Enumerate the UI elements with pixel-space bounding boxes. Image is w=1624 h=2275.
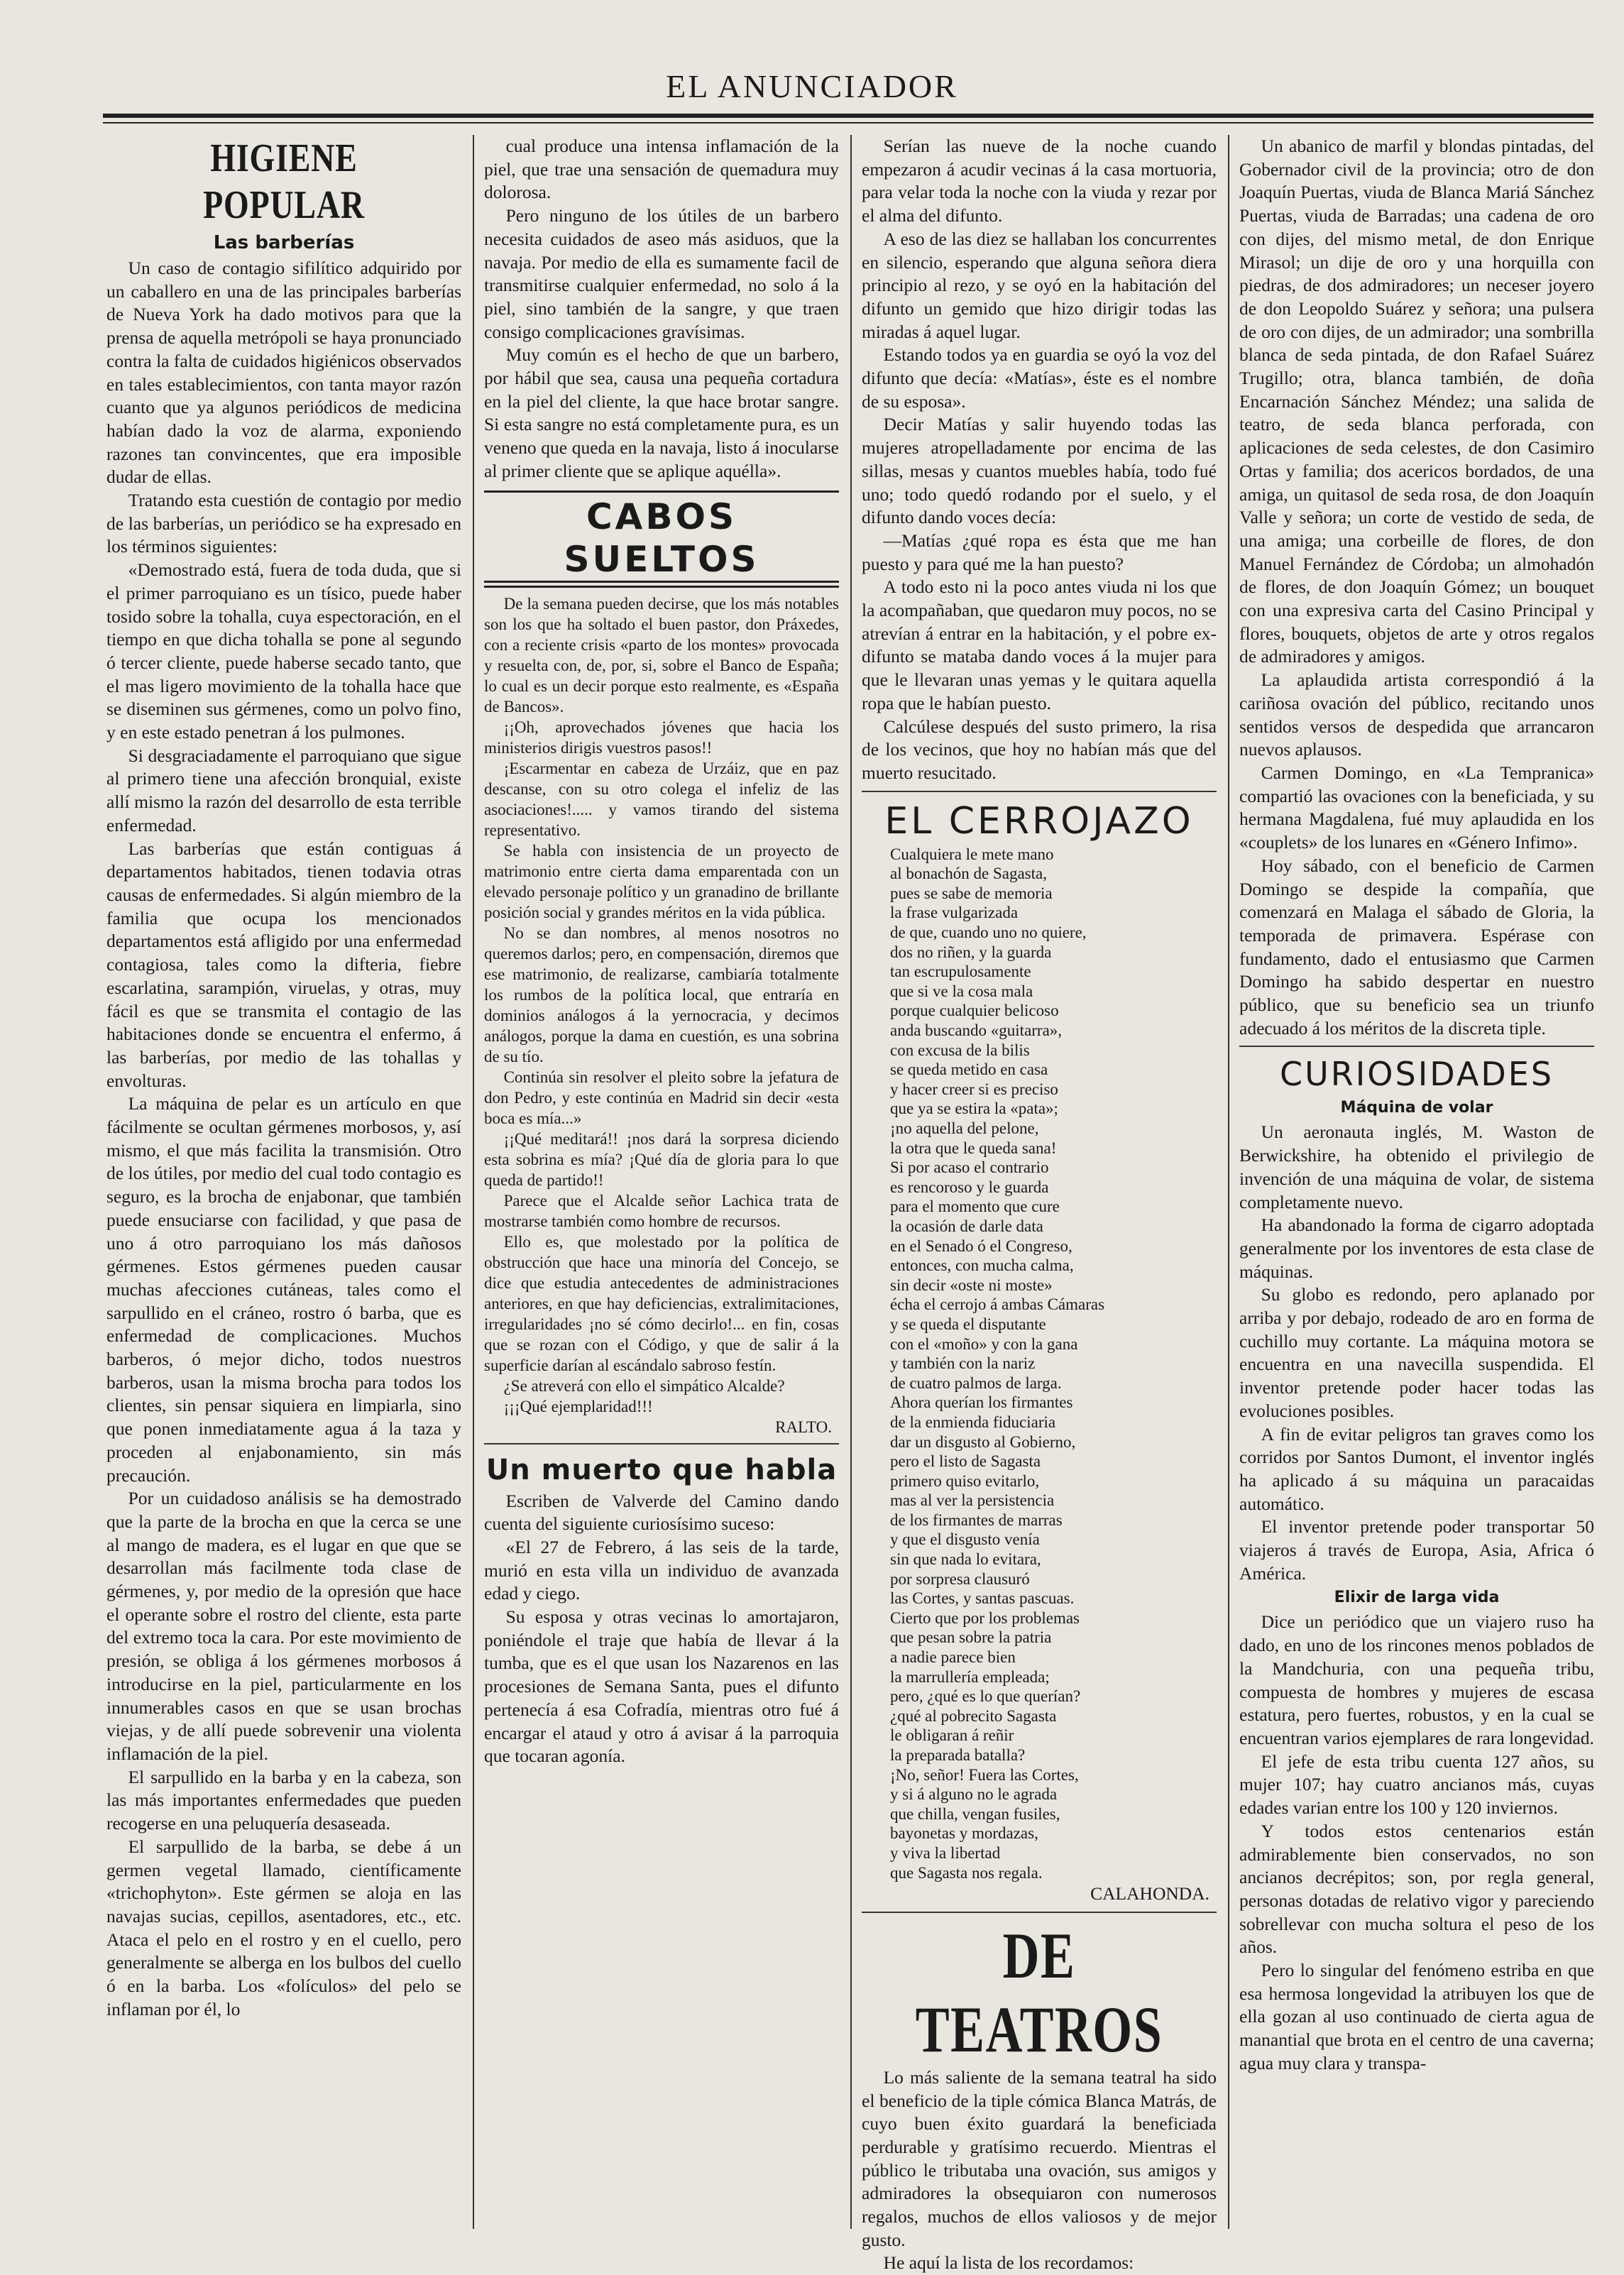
paragraph: cual produce una intensa inflamación de la piel, que trae una sensación de quemadura muy dolorosa.: [484, 136, 839, 203]
paragraph: Un abanico de marfil y blondas pintadas, del Gobernador civil de la provincia; otro de don Joaquín Puertas, viuda de Blanca Mariá Sánchez Puertas, viuda de Barradas; una cadena de oro con dijes, del mismo metal, de don Enrique Mirasol; un dije de oro y una horquilla con piedras, de dos admiradores; un neceser joyero de don Leopoldo Suárez y señora; una pulsera de oro con dijes, de un admirador; una sombrilla blanca de seda pintada, de don Rafael Suárez Trugillo; otra, blanca también, de doña Encarnación Sánchez Méndez; una salida de teatro, de seda blanca perforada, con aplicaciones de seda celestes, de don Casimiro Ortas y familia; dos acericos bordados, de una amiga, un quitasol de seda rosa, de don Joaquín Valle y señora; un corte de vestido de seda, de una amiga; una corbeille de flores, de don Manuel Fernández de Córdoba; un almohadón de flores, de don Joaquín Gómez; un bouquet con una expresiva carta del Casino Principal y flores, bouquets, objetos de arte y otros regalos de admiradores y amigos.: [1239, 136, 1594, 667]
section-title-teatros: DE TEATROS: [915, 1919, 1163, 2066]
paragraph: Serían las nueve de la noche cuando empezaron á acudir vecinas á la casa mortuoria, para velar toda la noche con la viuda y rezar por el alma del difunto.: [862, 136, 1217, 226]
paragraph: A fin de evitar peligros tan graves como los corridos por Santos Dumont, el inventor inglés ha aplicado á su máquina un paracaidas automático.: [1239, 1423, 1594, 1514]
paragraph: «Demostrado está, fuera de toda duda, que si el primer parroquiano es un tísico, puede haber tosido sobre la tohalla, cuya espectoración, en el tiempo en que dicha tohalla se pone al segundo ó tercer cliente, puede haberse secado tanto, que el mas ligero movimiento de la tohalla hace que se diseminen sus gérmenes, como un polvo fino, y en este estado penetran á los pulmones.: [106, 559, 461, 743]
masthead-rule: [103, 114, 1593, 118]
paragraph: Lo más saliente de la semana teatral ha sido el beneficio de la tiple cómica Blanca Matrás, de cuyo buen éxito guardará la beneficiada perdurable y gratísimo recuerdo. Mientras el público le tributaba una ovación, sus amigos y admiradores la obsequiaron con numerosos regalos, muchos de ellos valiosos y de mejor gusto.: [862, 2066, 1217, 2250]
paragraph: A eso de las diez se hallaban los concurrentes en silencio, esperando que alguna señora diera principio al rezo, y se oyó en la habitación del difunto un gemido que hizo dirigir todas las miradas á aquel lugar.: [862, 228, 1217, 342]
paragraph: ¡¡Oh, aprovechados jóvenes que hacia los ministerios dirigis vuestros pasos!!: [484, 718, 839, 757]
masthead: EL ANUNCIADOR: [666, 68, 958, 104]
paragraph: Pero ninguno de los útiles de un barbero necesita cuidados de aseo más asiduos, que la navaja. Por medio de ella es sumamente facil de transmitirse cualquier enfermedad, no solo á la piel, sino también de la sangre, y que traen consigo complicaciones gravísimas.: [484, 205, 839, 342]
paragraph: Parece que el Alcalde señor Lachica trata de mostrarse también como hombre de recursos.: [484, 1191, 839, 1230]
column-4: [1239, 135, 1594, 2229]
paragraph: Se habla con insistencia de un proyecto de matrimonio entre cierta dama emparentada con un elevado personaje político y un granadino de brillante posición social y grandes méritos en la vida pública.: [484, 841, 839, 921]
signature-calahonda: CALAHONDA.: [1090, 1883, 1209, 1904]
column-separator: [473, 135, 474, 2229]
paragraph: Hoy sábado, con el beneficio de Carmen Domingo se despide la compañía, que comenzará en Malaga el sábado de Gloria, la temporada de primavera. Espérase con fundamento, dado el entusiasmo que Carmen Domingo ha sabido despertar en nuestro público, que su beneficio sea un triunfo adecuado á los méritos de la discreta tiple.: [1239, 855, 1594, 1038]
paragraph: ¡¡Qué meditará!! ¡nos dará la sorpresa diciendo esta sobrina es mía? ¡Qué día de gloria para lo que queda de partido!!: [484, 1129, 839, 1189]
section-divider: [862, 791, 1217, 792]
masthead-rule-thin: [103, 122, 1593, 124]
paragraph: Y todos estos centenarios están admirablemente bien conservados, no son ancianos decrépitos; son, por regla general, personas dotadas de relativo vigor y pareciendo sobrellevar con mucha soltura el peso de los años.: [1239, 1820, 1594, 1958]
paragraph: No se dan nombres, al menos nosotros no queremos darlos; pero, en compensación, diremos que ese matrimonio, de realizarse, cambiaría totalmente los rumbos de la política local, que entraría en dominios análogos á la yernocracia, y decimos análogos, porque la dama en cuestión, es una sobrina de su tío.: [484, 923, 839, 1065]
article-title-higiene: HIGIENE POPULAR: [203, 136, 365, 227]
newspaper-page: [106, 135, 1601, 2274]
paragraph: El inventor pretende poder transportar 50 viajeros á través de Europa, Asia, Africa ó América.: [1239, 1516, 1594, 1584]
paragraph: —Matías ¿qué ropa es ésta que me han puesto y para qué me la han puesto?: [862, 530, 1217, 574]
paragraph: A todo esto ni la poco antes viuda ni los que la acompañaban, que quedaron muy pocos, no se atrevían á entrar en la habitación, y el pobre ex-difunto se mataba dando voces á la mujer para que le llevaran unas yemas y le quitara aquella ropa que le habían puesto.: [862, 576, 1217, 713]
section-divider: [1239, 1046, 1594, 1047]
paragraph: El jefe de esta tribu cuenta 127 años, su mujer 107; hay cuatro ancianos más, cuyas edades varian entre los 100 y 120 inviernos.: [1239, 1750, 1594, 1819]
paragraph: Tratando esta cuestión de contagio por medio de las barberías, un periódico se ha expresado en los términos siguientes:: [106, 490, 461, 557]
paragraph: «El 27 de Febrero, á las seis de la tarde, murió en esta villa un individuo de avanzada edad y ciego.: [484, 1536, 839, 1604]
section-divider: [862, 1912, 1217, 1913]
paragraph: Por un cuidadoso análisis se ha demostrado que la parte de la brocha en que la cerca se une al mango de madera, es el lugar en que que se desarrollan más facilmente toda clase de gérmenes, y, por medio de la opresión que hace el operante sobre el rostro del cliente, esta parte del extremo toca la cara. Por este movimiento de presión, se obliga á los gérmenes morbosos á introducirse en la piel, particularmente en los innumerables casos en que se usan brochas viejas, y de allí puede sobrevenir una violenta inflamación de la piel.: [106, 1488, 461, 1764]
subheading-maquina-volar: Máquina de volar: [1340, 1099, 1493, 1117]
paragraph: Si desgraciadamente el parroquiano que sigue al primero tiene una afección bronquial, existe allí mismo la razón del desarrollo de esta terrible enfermedad.: [106, 745, 461, 835]
paragraph: Ello es, que molestado por la política de obstrucción que hace una minoría del Concejo, se dice que estudia antecedentes de administraciones anteriores, en que hay deficiencias, extralimitaciones, irregularidades ¡no sé cómo decirlo!... en fin, cosas que se rozan con el Código, y que de salir á la superficie darían al escándalo sabroso festín.: [484, 1232, 839, 1374]
column-separator: [1228, 135, 1229, 2229]
paragraph: He aquí la lista de los recordamos:: [883, 2252, 1134, 2274]
paragraph: Carmen Domingo, en «La Tempranica» compartió las ovaciones con la beneficiada, y su hermana Magdalena, fué muy aplaudida en los «couplets» de los lunares en «Género Infimo».: [1239, 762, 1594, 853]
paragraph: ¡¡¡Qué ejemplaridad!!!: [503, 1397, 653, 1415]
paragraph: Estando todos ya en guardia se oyó la voz del difunto que decía: «Matías», éste es el nombre de su esposa».: [862, 344, 1217, 412]
paragraph: ¿Se atreverá con ello el simpático Alcalde?: [503, 1376, 785, 1395]
paragraph: La aplaudida artista correspondió á la cariñosa ovación del público, recitando unos sentidos versos de despedida que arrancaron nuevos aplausos.: [1239, 669, 1594, 760]
article-subtitle-barberias: Las barberías: [213, 232, 355, 253]
paragraph: Su globo es redondo, pero aplanado por arriba y por debajo, rodeado de aro en forma de cuchillo muy cortante. La máquina motora se encuentra en una navecilla suspendida. El inventor pretende poder hacer todas las evoluciones posibles.: [1239, 1284, 1594, 1421]
column-1: [106, 135, 461, 2229]
section-title-cabos-sueltos: CABOS SUELTOS: [484, 495, 839, 583]
subheading-elixir: Elixir de larga vida: [1334, 1589, 1500, 1607]
article-title-muerto: Un muerto que habla: [485, 1453, 838, 1486]
paragraph: Un caso de contagio sifilítico adquirido por un caballero en una de las principales barberías de Nueva York ha dado motivos para que la prensa de aquella metrópoli se haya pronunciado contra la falta de cuidados higiénicos observados en tales establecimientos, con tanta mayor razón cuanto que ya algunos periódicos de medicina habían dado la voz de alarma, exponiendo razones tan convincentes, que era imposible dudar de ellas.: [106, 258, 461, 488]
paragraph: Su esposa y otras vecinas lo amortajaron, poniéndole el traje que había de llevar á la tumba, que es el que usan los Nazarenos en las procesiones de Semana Santa, pues el difunto pertenecía á esa Cofradía, mientras otro fué á encargar el ataud y otro á avisar á la parroquia que tocaran agonía.: [484, 1606, 839, 1767]
paragraph: La máquina de pelar es un artículo en que fácilmente se ocultan gérmenes morbosos, y, así mismo, el que más facilita la transmisión. Otro de los útiles, por medio del cual todo contagio es seguro, es la brocha de enjabonar, que también puede ensuciarse con facilidad, y que pasa de uno á otro parroquiano los más dañosos gérmenes. Estos gérmenes pueden causar muchas afecciones cutáneas, tales como el sarpullido en el cráneo, rostro ó barba, que es enfermedad de complicaciones. Muchos barberos, ó mejor dicho, todos nuestros barberos, usan la misma brocha para todos los clientes, sin pensar siquiera en limpiarla, sino que ponen inmediatamente agua á la taza y proceden al enjabonamiento, sin más precaución.: [106, 1093, 461, 1486]
signature-ralto: RALTO.: [775, 1418, 832, 1436]
poem-title-cerrojazo: EL CERROJAZO: [884, 799, 1194, 843]
paragraph: El sarpullido en la barba y en la cabeza, son las más importantes enfermedades que pueden recogerse en una peluquería desaseada.: [106, 1766, 461, 1834]
section-title-curiosidades: CURIOSIDADES: [1279, 1055, 1554, 1094]
poem-text: Cualquiera le mete mano al bonachón de Sagasta, pues se sabe de memoria la frase vulgarizada de que, cuando uno no quiere, dos no riñen, y la guarda tan escrupulosamente que si ve la cosa mala porque cualquier belicoso anda buscando «guitarra», con excusa de la bilis se queda metido en casa y hacer creer si es preciso que ya se estira la «pata»; ¡no aquella del pelone, la otra que le queda sana! Si por acaso el contrario es rencoroso y le guarda para el momento que cure la ocasión de darle data en el Senado ó el Congreso, entonces, con mucha calma, sin decir «oste ni moste» écha el cerrojo á ambas Cámaras y se queda el disputante con el «moño» y con la gana y también con la nariz de cuatro palmos de larga. Ahora querían los firmantes de la enmienda fiduciaria dar un disgusto al Gobierno, pero el listo de Sagasta primero quiso evitarlo, mas al ver la persistencia de los firmantes de marras y que el disgusto venía sin que nada lo evitara, por sorpresa clausuró las Cortes, y santas pascuas. Cierto que por los problemas que pesan sobre la patria a nadie parece bien la marrullería empleada; pero, ¿qué es lo que querían? ¿qué al pobrecito Sagasta le obligaran á reñir la preparada batalla? ¡No, señor! Fuera las Cortes, y si á alguno no le agrada que chilla, vengan fusiles, bayonetas y mordazas, y viva la libertad que Sagasta nos regala.: [890, 845, 1105, 1882]
paragraph: Dice un periódico que un viajero ruso ha dado, en uno de los rincones menos poblados de la Mandchuria, con una pequeña tribu, compuesta de hombres y mujeres de escasa estatura, pero fuertes, robustos, y en la cual se encuentran varios ejemplares de rara longevidad.: [1239, 1611, 1594, 1748]
paragraph: Decir Matías y salir huyendo todas las mujeres atropelladamente por encima de las sillas, mesas y cuantos muebles había, todo fué uno; todo quedó rodando por el suelo, y el difunto dando voces decía:: [862, 414, 1217, 528]
paragraph: Un aeronauta inglés, M. Waston de Berwickshire, ha obtenido el privilegio de invención de una máquina de volar, de sistema completamente nuevo.: [1239, 1122, 1594, 1212]
paragraph: Las barberías que están contiguas á departamentos habitados, tienen todavia otras causas de enfermedades. Si algún miembro de la familia que ocupa los mencionados departamentos está afligido por una enfermedad contagiosa, tales como la difteria, fiebre escarlatina, sarampión, viruelas, y otras, muy fácil es que se transmita el contagio de las habitaciones donde se encuentra el enfermo, á las barberías, por medio de las tohallas y envolturas.: [106, 838, 461, 1091]
paragraph: Muy común es el hecho de que un barbero, por hábil que sea, causa una pequeña cortadura en la piel del cliente, la que hace brotar sangre. Si esta sangre no está completamente pura, es un veneno que queda en la navaja, listo á inocularse al primer cliente que se aplique aquélla».: [484, 344, 839, 481]
paragraph: ¡Escarmentar en cabeza de Urzáiz, que en paz descanse, con su otro colega el infeliz de las asociaciones!..... y vamos tirando del sistema representativo.: [484, 759, 839, 839]
column-separator: [850, 135, 852, 2229]
section-divider: [484, 1443, 839, 1445]
paragraph: Escriben de Valverde del Camino dando cuenta del siguiente curiosísimo suceso:: [484, 1490, 839, 1535]
paragraph: Calcúlese después del susto primero, la risa de los vecinos, que hoy no habían más que del muerto resucitado.: [862, 716, 1217, 783]
column-2: [484, 135, 839, 2229]
paragraph: Ha abandonado la forma de cigarro adoptada generalmente por los inventores de esta clase de máquinas.: [1239, 1215, 1594, 1282]
column-3: [862, 135, 1217, 2274]
paragraph: Continúa sin resolver el pleito sobre la jefatura de don Pedro, y este continúa en Madrid sin decir «esta boca es mía...»: [484, 1068, 839, 1127]
paragraph: El sarpullido de la barba, se debe á un germen vegetal llamado, científicamente «trichophyton». Este gérmen se aloja en las navajas sucias, cepillos, asentadores, etc., etc. Ataca el pelo en el rostro y en el cuello, pero generalmente se alberga en los bulbos del cuello ó en la barba. Los «folículos» del pelo se inflaman por él, lo: [106, 1836, 461, 2019]
paragraph: Pero lo singular del fenómeno estriba en que esa hermosa longevidad la atribuyen los que de ella gozan al uso continuado de cierta agua de manantial que brota en el centro de una caverna; agua muy clara y transpa-: [1239, 1960, 1594, 2073]
paragraph: De la semana pueden decirse, que los más notables son los que ha soltado el buen pastor, don Práxedes, con a reciente crisis «parto de los montes» provocada y resuelta con, de, por, si, sobre el Banco de España; lo cual es un decir porque esto realmente, es «España de Bancos».: [484, 594, 839, 716]
section-header-box: [484, 490, 839, 588]
